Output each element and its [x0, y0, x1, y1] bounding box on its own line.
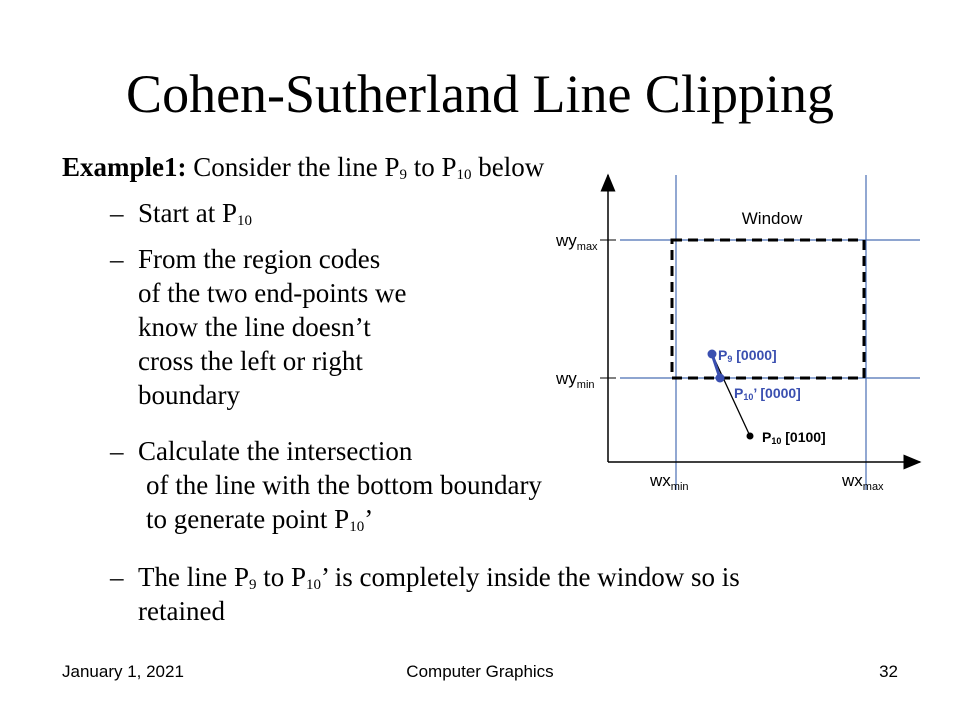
p9-label: P9 [0000] [718, 347, 777, 364]
point-p10 [747, 433, 754, 440]
bullet-retained: The line $P_9$ to $P_{10}$’ is completely inside the window so is retained [138, 562, 740, 626]
example-intro: Example1: Consider the line $P_9$ to $P_{10}$ below [62, 152, 545, 183]
wxmin-label: $wx_{min}$ [650, 471, 689, 493]
footer-course: Computer Graphics [406, 662, 554, 681]
bullet-dash: – [110, 562, 124, 592]
bullet-intersection: Calculate the intersection of the line with the bottom boundary to generate point $P_{10}$’ [138, 436, 542, 535]
p10-label: P10 [0100] [762, 429, 826, 446]
wxmax-label: $wx_{max}$ [842, 471, 884, 493]
bullet-dash: – [110, 198, 124, 228]
wymin-label: $wy_{min}$ [556, 369, 595, 391]
bullet-region-codes: From the region codes of the two end-points we know the line doesn’t cross the left or right boundary [138, 244, 407, 410]
example-label: Example1: [62, 152, 187, 182]
point-p9 [708, 350, 717, 359]
bullet-dash: – [110, 436, 124, 466]
footer-page-number: 32 [879, 662, 898, 681]
p10-prime-label: P10’ [0000] [734, 385, 801, 402]
slide-title: Cohen-Sutherland Line Clipping [126, 64, 834, 124]
bullet-dash: – [110, 244, 124, 274]
wymax-label: $wy_{max}$ [556, 231, 598, 253]
footer-date: January 1, 2021 [62, 662, 184, 681]
bullet-start: Start at $P_{10}$ [138, 198, 252, 229]
point-p10-prime [716, 374, 725, 383]
window-label: Window [741, 209, 803, 228]
